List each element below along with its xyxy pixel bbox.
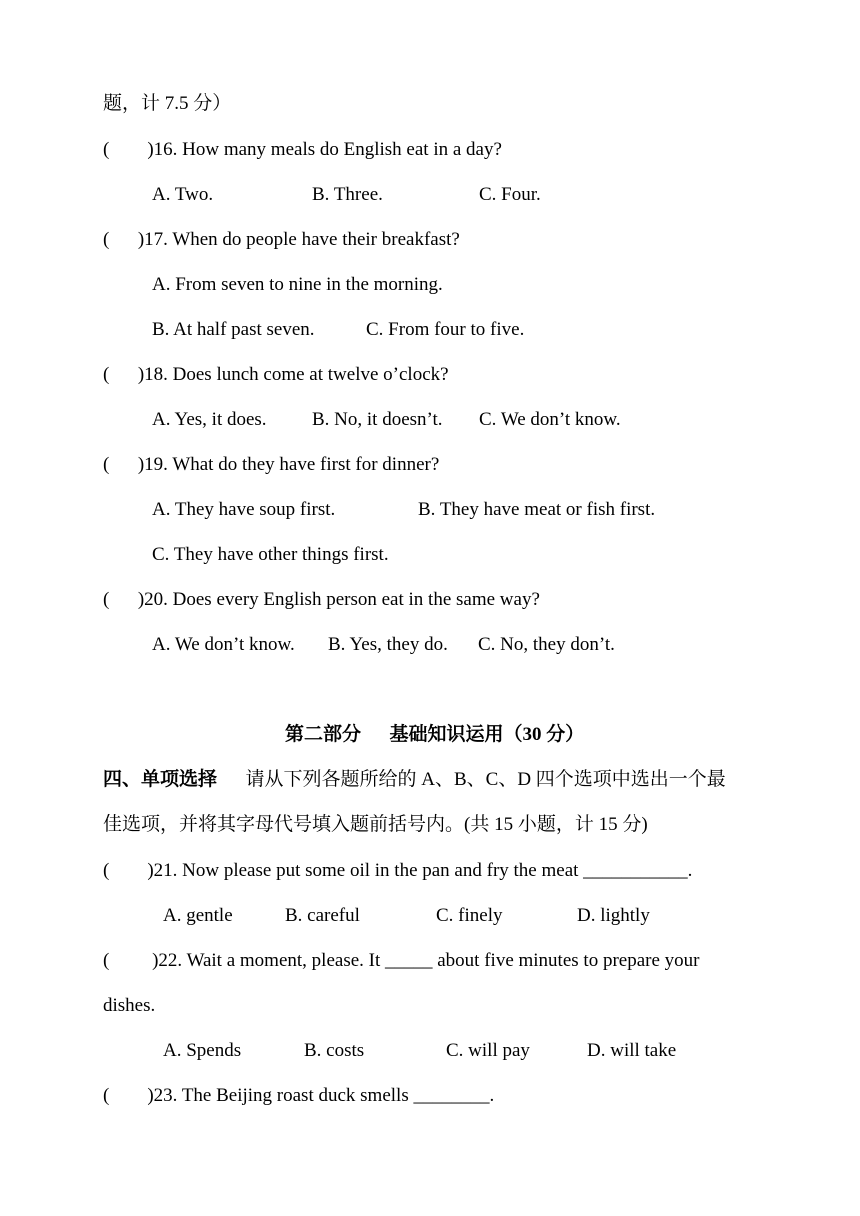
option: B. Yes, they do. bbox=[328, 634, 448, 655]
part-two-title: 第二部分 基础知识运用（30 分） bbox=[285, 724, 585, 745]
question-text: 17. When do people have their breakfast? bbox=[144, 229, 460, 250]
option: A. Spends bbox=[163, 1040, 242, 1061]
question-20 bbox=[103, 588, 540, 612]
question-text: 20. Does every English person eat in the same way? bbox=[144, 589, 540, 610]
question-17 bbox=[103, 228, 460, 252]
option: C. Four. bbox=[479, 184, 541, 205]
question-23 bbox=[103, 1084, 494, 1108]
intro-tail: 题，计 7.5 分） bbox=[103, 93, 232, 114]
question-text: 19. What do they have first for dinner? bbox=[144, 454, 440, 475]
answer-paren[interactable]: ( ) bbox=[103, 950, 159, 971]
answer-paren[interactable]: ( ) bbox=[103, 860, 154, 881]
option: B. careful bbox=[285, 905, 360, 926]
answer-paren[interactable]: ( ) bbox=[103, 139, 154, 160]
option: C. From four to five. bbox=[366, 319, 525, 340]
instruction-line-2: 佳选项，并将其字母代号填入题前括号内。(共 15 小题，计 15 分) bbox=[103, 814, 648, 835]
answer-paren[interactable]: ( ) bbox=[103, 454, 145, 475]
question-16 bbox=[103, 138, 502, 162]
option: A. They have soup first. bbox=[152, 499, 336, 520]
section-four-intro bbox=[103, 768, 726, 792]
option: C. They have other things first. bbox=[152, 544, 389, 565]
option: A. Two. bbox=[152, 184, 214, 205]
question-text: 22. Wait a moment, please. It _____ about five minutes to prepare your bbox=[158, 950, 700, 971]
option: C. finely bbox=[436, 905, 503, 926]
section-label: 四、单项选择 bbox=[103, 769, 218, 790]
question-text: 18. Does lunch come at twelve o’clock? bbox=[144, 364, 449, 385]
option: B. Three. bbox=[312, 184, 383, 205]
option: C. will pay bbox=[446, 1040, 530, 1061]
answer-paren[interactable]: ( ) bbox=[103, 1085, 154, 1106]
option: B. costs bbox=[304, 1040, 365, 1061]
option: B. No, it doesn’t. bbox=[312, 409, 443, 430]
question-text: 23. The Beijing roast duck smells ________. bbox=[153, 1085, 495, 1106]
option: D. lightly bbox=[577, 905, 650, 926]
question-18 bbox=[103, 363, 449, 387]
question-21 bbox=[103, 859, 692, 883]
question-text-continued: dishes. bbox=[103, 995, 156, 1016]
instruction-line-1: 请从下列各题所给的 A、B、C、D 四个选项中选出一个最 bbox=[245, 769, 726, 790]
option: C. We don’t know. bbox=[479, 409, 621, 430]
question-text: 21. Now please put some oil in the pan and fry the meat ___________. bbox=[153, 860, 693, 881]
question-text: 16. How many meals do English eat in a day? bbox=[153, 139, 502, 160]
question-22 bbox=[103, 949, 699, 973]
option: C. No, they don’t. bbox=[478, 634, 615, 655]
option: A. gentle bbox=[163, 905, 233, 926]
option: A. We don’t know. bbox=[152, 634, 295, 655]
option: D. will take bbox=[587, 1040, 677, 1061]
option: B. At half past seven. bbox=[152, 319, 315, 340]
option: B. They have meat or fish first. bbox=[418, 499, 656, 520]
option: A. From seven to nine in the morning. bbox=[152, 274, 443, 295]
option: A. Yes, it does. bbox=[152, 409, 267, 430]
answer-paren[interactable]: ( ) bbox=[103, 364, 145, 385]
answer-paren[interactable]: ( ) bbox=[103, 589, 145, 610]
answer-paren[interactable]: ( ) bbox=[103, 229, 145, 250]
question-19 bbox=[103, 453, 439, 477]
